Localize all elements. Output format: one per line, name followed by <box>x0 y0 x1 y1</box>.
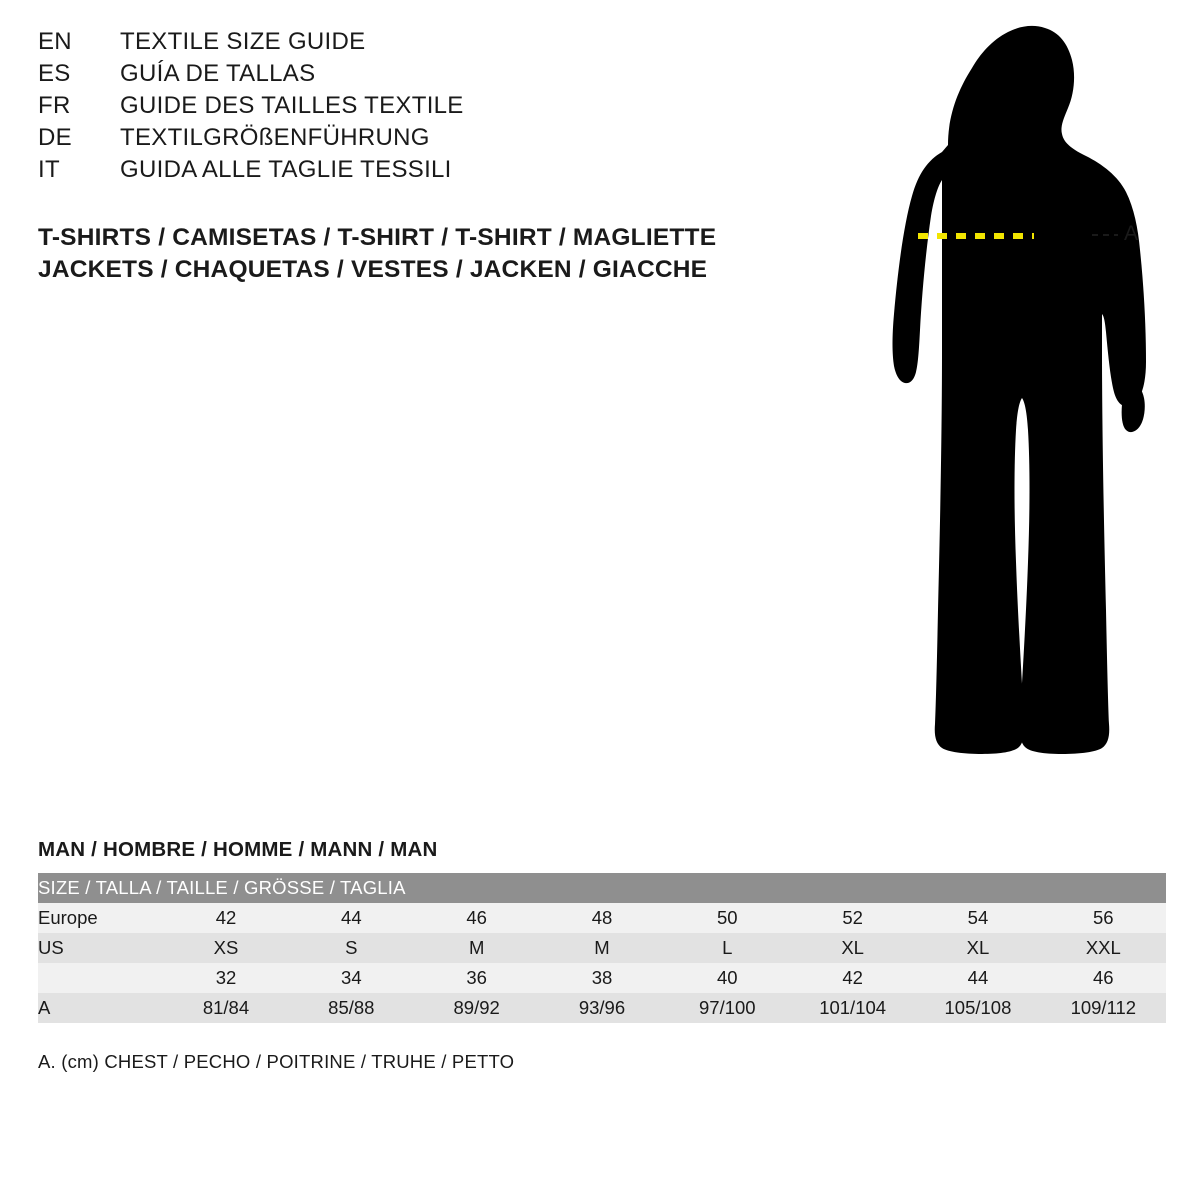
table-cell: 46 <box>466 907 487 928</box>
size-table-section <box>38 838 1166 1073</box>
language-code: DE <box>38 124 72 151</box>
table-cell: XL <box>841 937 864 958</box>
category-headings <box>38 222 798 286</box>
table-cell: 48 <box>591 907 613 928</box>
language-row <box>38 92 738 124</box>
table-cell: L <box>722 937 733 958</box>
table-cell: 101/104 <box>819 997 887 1018</box>
table-cell: XXL <box>1085 937 1121 958</box>
table-row <box>38 933 1166 963</box>
language-title: GUIDE DES TAILLES TEXTILE <box>120 92 464 119</box>
table-cell: 46 <box>1093 967 1114 988</box>
table-cell: 32 <box>215 967 237 988</box>
table-cell: 52 <box>842 907 863 928</box>
table-cell: 105/108 <box>944 997 1012 1018</box>
table-cell: 34 <box>341 967 362 988</box>
language-code: IT <box>38 156 60 183</box>
language-code: ES <box>38 60 71 87</box>
category-tshirts: T-SHIRTS / CAMISETAS / T-SHIRT / T-SHIRT / MAGLIETTE <box>38 224 717 251</box>
language-list <box>38 28 738 188</box>
measure-label-a: A <box>1124 222 1139 245</box>
table-row <box>38 963 1166 993</box>
table-header-label: SIZE / TALLA / TAILLE / GRÖSSE / TAGLIA <box>38 877 406 898</box>
table-cell: 40 <box>717 967 738 988</box>
table-cell: 81/84 <box>202 997 250 1018</box>
table-row <box>38 993 1166 1023</box>
table-cell: 44 <box>967 967 989 988</box>
language-row <box>38 28 738 60</box>
language-code: FR <box>38 92 71 119</box>
row-label <box>38 963 163 993</box>
table-row <box>38 903 1166 933</box>
table-cell: S <box>345 937 358 958</box>
table-cell: 50 <box>717 907 738 928</box>
language-row <box>38 156 738 188</box>
table-cell: 89/92 <box>453 997 500 1018</box>
measure-leader-line <box>1092 234 1118 236</box>
row-label: Europe <box>38 907 98 928</box>
row-label: US <box>38 937 64 958</box>
table-cell: 44 <box>341 907 362 928</box>
table-cell: 56 <box>1093 907 1114 928</box>
table-cell: 97/100 <box>699 997 756 1018</box>
language-title: TEXTILE SIZE GUIDE <box>120 28 366 55</box>
row-label: A <box>38 997 51 1018</box>
body-figure <box>830 10 1190 800</box>
table-cell: XL <box>966 937 990 958</box>
language-title: GUIDA ALLE TAGLIE TESSILI <box>120 156 452 183</box>
table-cell: 36 <box>466 967 487 988</box>
table-cell: 54 <box>967 907 989 928</box>
language-title: GUÍA DE TALLAS <box>120 60 316 87</box>
footnote: A. (cm) CHEST / PECHO / POITRINE / TRUHE / PETTO <box>38 1051 515 1072</box>
table-cell: M <box>468 937 485 958</box>
table-header-row <box>38 873 1166 903</box>
male-silhouette-icon <box>830 10 1190 800</box>
table-cell: 42 <box>842 967 863 988</box>
language-row <box>38 60 738 92</box>
table-cell: XS <box>213 937 239 958</box>
gender-title: MAN / HOMBRE / HOMME / MANN / MAN <box>38 838 438 861</box>
size-table <box>38 873 1166 1023</box>
table-cell: 109/112 <box>1070 997 1137 1018</box>
language-code: EN <box>38 28 72 55</box>
table-cell: M <box>594 937 610 958</box>
table-cell: 42 <box>215 907 237 928</box>
table-cell: 85/88 <box>328 997 375 1018</box>
table-cell: 38 <box>591 967 613 988</box>
table-cell: 93/96 <box>578 997 626 1018</box>
language-title: TEXTILGRÖßENFÜHRUNG <box>120 124 430 151</box>
language-row <box>38 124 738 156</box>
category-jackets: JACKETS / CHAQUETAS / VESTES / JACKEN / GIACCHE <box>38 256 708 283</box>
